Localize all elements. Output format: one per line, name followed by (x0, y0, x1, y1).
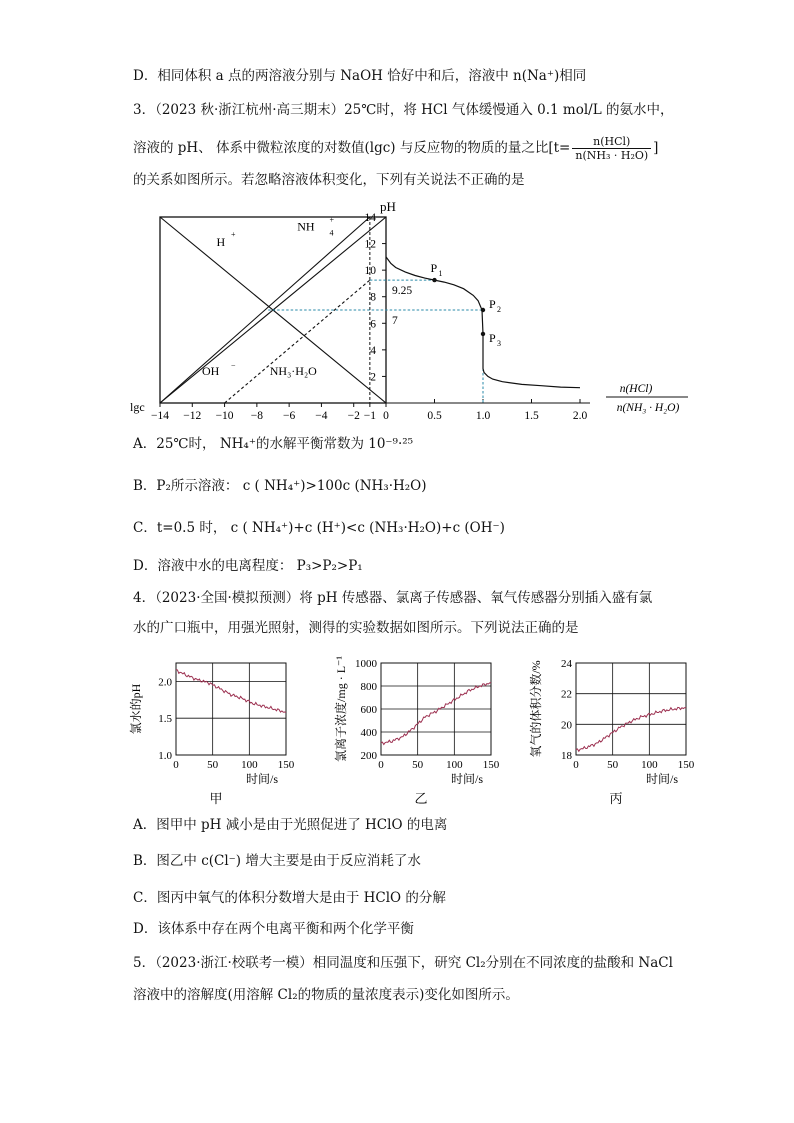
q3-option-c: C．t=0.5 时， c ( NH₄⁺)+c (H⁺)<c (NH₃·H₂O)+c (OH⁻) (133, 520, 505, 536)
c4-ytick-2: 22 (561, 688, 572, 701)
q3-option-d: D．溶液中水的电离程度： P₃>P₂>P₁ (133, 558, 363, 574)
q3-option-a: A．25℃时， NH₄⁺的水解平衡常数为 10⁻⁹·²⁵ (133, 436, 414, 452)
q2-option-d: D．相同体积 a 点的两溶液分别与 NaOH 恰好中和后，溶液中 n(Na⁺)相同 (133, 68, 587, 84)
annot-925: 9.25 (392, 285, 413, 298)
c3-ytick-1: 400 (360, 727, 377, 739)
point-label-p3: P (489, 330, 496, 345)
lgc-tick-label-1: −12 (183, 410, 202, 422)
c3-data-line (381, 683, 491, 745)
lgc-tick-label-4: −6 (283, 410, 296, 422)
ph-tick-label-5: 12 (364, 238, 376, 251)
c2-xtick-3: 150 (277, 759, 295, 771)
c3-xtick-3: 150 (482, 759, 500, 771)
c4-frame (576, 663, 686, 755)
label-nh4-sub: 4 (329, 228, 334, 238)
t-tick-label-2: 1.5 (524, 410, 539, 422)
c3-xtick-1: 50 (412, 759, 424, 771)
q3-stem-line3: 的关系如图所示。若忽略溶液体积变化，下列有关说法不正确的是 (133, 172, 525, 188)
c3-ytick-4: 1000 (355, 658, 377, 670)
c3-xtick-0: 0 (378, 759, 384, 771)
c3-xtick-2: 100 (446, 759, 463, 771)
t-tick-label-0: 0.5 (427, 410, 442, 422)
point-label-p1: P (430, 261, 438, 276)
c4-xtick-3: 150 (677, 759, 695, 771)
c2-xtick-2: 100 (241, 759, 258, 771)
bracket-close: ] (653, 140, 659, 156)
label-h-plus: H (216, 235, 226, 250)
point-p3 (481, 332, 485, 336)
q4-stem-line2: 水的广口瓶中，用强光照射，测得的实验数据如图所示。下列说法正确的是 (133, 620, 579, 636)
ph-tick-label-0: 2 (370, 371, 376, 384)
lgc-tick-label-2: −10 (215, 410, 234, 422)
ph-tick-label-4: 10 (364, 265, 376, 278)
c4-ytick-0: 18 (561, 750, 572, 762)
t-axis-label-den: n(NH₃ · H₂O) (616, 402, 680, 414)
q4-option-d: D．该体系中存在两个电离平衡和两个化学平衡 (133, 921, 414, 937)
annot-7: 7 (392, 315, 398, 327)
ph-axis-label: pH (380, 199, 396, 214)
lgc-tick-label-6: −2 (347, 410, 360, 422)
point-sub-p2: 2 (497, 305, 501, 314)
c2-ytick-1: 1.5 (158, 713, 172, 726)
c4-caption: 丙 (609, 791, 623, 806)
fraction-num: n(HCl) (572, 135, 651, 149)
point-sub-p1: 1 (438, 269, 443, 279)
chart-bing (528, 658, 695, 806)
ph-tick-label-6: 14 (364, 212, 376, 224)
q5-stem-line2: 溶液中的溶解度(用溶解 Cl₂的物质的量浓度表示)变化如图所示。 (133, 987, 519, 1003)
c3-caption: 乙 (414, 791, 428, 806)
c2-ytick-2: 2.0 (158, 676, 172, 689)
c3-ytick-2: 600 (360, 704, 377, 716)
chart-yi (333, 656, 500, 806)
c4-ytick-3: 24 (561, 658, 572, 670)
lgc-axis-label: lgc (130, 400, 145, 414)
q3-stem-line2-text: 溶液的 pH、 体系中微粒浓度的对数值(lgc) 与反应物的物质的量之比[t= (133, 140, 571, 156)
series-line-3 (225, 280, 370, 403)
q4-option-c: C．图丙中氧气的体积分数增大是由于 HClO 的分解 (133, 890, 446, 906)
q5-stem-line1: 5．（2023·浙江·校联考一模）相同温度和压强下，研究 Cl₂分别在不同浓度的盐酸和 NaCl (133, 955, 673, 971)
lgc-tick-label-7: −1 (363, 410, 376, 422)
c4-xtick-0: 0 (573, 759, 579, 771)
ratio-fraction (572, 135, 651, 162)
point-sub-p3: 3 (497, 338, 501, 348)
t-axis-label-num: n(HCl) (619, 383, 653, 395)
q3-option-b: B．P₂所示溶液： c ( NH₄⁺)>100c (NH₃·H₂O) (133, 478, 427, 494)
q3-stem-line2 (133, 135, 658, 162)
q4-sensor-charts (128, 645, 728, 810)
c2-caption: 甲 (209, 791, 223, 806)
c4-xtick-1: 50 (607, 759, 619, 771)
label-oh: OH (201, 364, 220, 379)
c2-xlabel: 时间/s (245, 772, 279, 786)
series-line-2 (160, 217, 370, 403)
c4-xtick-2: 100 (641, 759, 658, 771)
c4-data-line (576, 707, 686, 751)
label-oh-sup: − (231, 361, 236, 371)
c4-ytick-1: 20 (561, 719, 572, 732)
c2-ylabel: 氯水的pH (129, 683, 143, 735)
c2-data-line (176, 670, 286, 713)
ph-tick-label-2: 6 (370, 318, 376, 331)
c3-ytick-3: 800 (360, 681, 377, 693)
lgc-tick-label-5: −4 (315, 410, 328, 422)
label-nh4: NH (297, 219, 315, 234)
titration-curve (386, 257, 580, 388)
q3-stem-line1: 3．（2023 秋·浙江杭州·高三期末）25℃时，将 HCl 气体缓慢通入 0.1 mol/L 的氨水中， (133, 102, 674, 118)
c2-ytick-0: 1.0 (158, 750, 172, 762)
q4-option-b: B．图乙中 c(Cl⁻) 增大主要是由于反应消耗了水 (133, 853, 421, 869)
c3-ylabel: 氯离子浓度/mg · L⁻¹ (334, 656, 348, 762)
c4-ylabel: 氧气的体积分数/% (529, 660, 543, 758)
lgc-tick-label-8: 0 (383, 410, 389, 422)
lgc-tick-label-3: −8 (250, 410, 263, 422)
t-tick-label-3: 2.0 (572, 410, 588, 422)
lgc-tick-label-0: −14 (151, 410, 169, 422)
point-p2 (481, 308, 485, 312)
chart-jia (128, 663, 295, 806)
c3-xlabel: 时间/s (450, 772, 484, 786)
chart1-group (130, 199, 688, 422)
c2-xtick-0: 0 (173, 759, 179, 771)
ph-tick-label-1: 4 (370, 344, 376, 357)
q4-option-a: A．图甲中 pH 减小是由于光照促进了 HClO 的电离 (133, 817, 448, 833)
t-tick-label-1: 1.0 (475, 410, 491, 422)
c3-ytick-0: 200 (360, 750, 377, 762)
label-nh3h2o: NH₃·H₂O (269, 364, 317, 379)
ph-tick-label-3: 8 (370, 291, 376, 304)
c2-xtick-1: 50 (207, 759, 219, 771)
c4-xlabel: 时间/s (645, 772, 679, 786)
q4-stem-line1: 4．（2023·全国·模拟预测）将 pH 传感器、氯离子传感器、氧气传感器分别插入盛有氯 (133, 590, 653, 606)
point-label-p2: P (489, 297, 496, 311)
fraction-den: n(NH₃ · H₂O) (575, 149, 649, 162)
point-p1 (432, 278, 436, 282)
label-h-plus-sup: + (231, 229, 236, 239)
label-nh4-sup: + (329, 215, 335, 225)
q3-ph-lgc-chart (128, 195, 698, 425)
